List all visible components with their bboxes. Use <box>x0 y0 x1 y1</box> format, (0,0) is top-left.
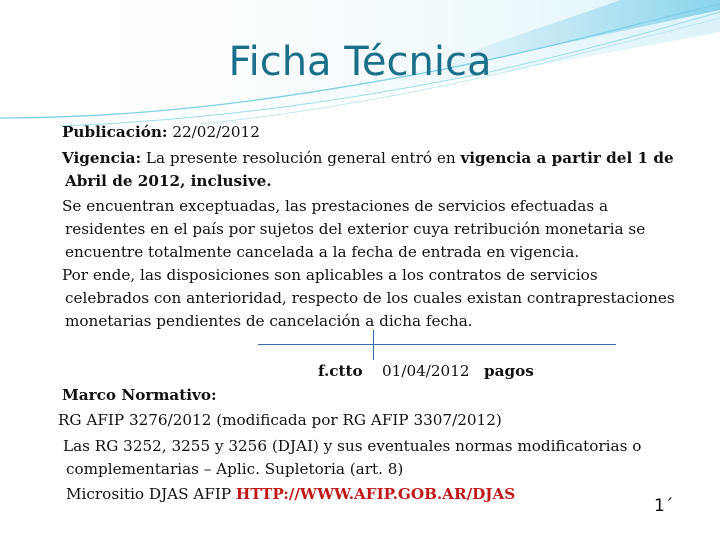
publicacion-value: 22/02/2012 <box>172 123 260 141</box>
exceptuadas-line-3: encuentre totalmente cancelada a la fecha de entrada en vigencia. <box>65 243 580 261</box>
vigencia-label: Vigencia: <box>62 149 142 167</box>
page-number: 1´ <box>654 496 674 516</box>
slide-title: Ficha Técnica <box>228 39 492 85</box>
micrositio-text: Micrositio DJAS AFIP <box>66 485 232 503</box>
por-ende-line-2: celebrados con anterioridad, respecto de los cuales existan contraprestaciones <box>65 289 675 307</box>
timeline-caption <box>318 360 534 382</box>
publicacion-label: Publicación: <box>62 123 168 141</box>
por-ende-line-1: Por ende, las disposiciones son aplicables a los contratos de servicios <box>62 266 598 284</box>
rg-list-line-2: complementarias – Aplic. Supletoria (art. 8) <box>66 460 404 478</box>
rg-afip-line: RG AFIP 3276/2012 (modificada por RG AFIP 3307/2012) <box>58 411 502 429</box>
timeline-marker <box>373 330 374 360</box>
vigencia-line <box>62 147 674 169</box>
timeline-note: pagos <box>484 362 534 380</box>
por-ende-line-3: monetarias pendientes de cancelación a dicha fecha. <box>65 312 473 330</box>
timeline-date: 01/04/2012 <box>382 362 470 380</box>
rg-list-line-1: Las RG 3252, 3255 y 3256 (DJAI) y sus eventuales normas modificatorias o <box>63 437 642 455</box>
vigencia-text: La presente resolución general entró en <box>145 149 456 167</box>
exceptuadas-line-1: Se encuentran exceptuadas, las prestaciones de servicios efectuadas a <box>62 197 609 215</box>
publicacion-line <box>62 121 260 143</box>
micrositio-link[interactable]: HTTP://WWW.AFIP.GOB.AR/DJAS <box>235 485 516 503</box>
timeline-label: f.ctto <box>318 362 363 380</box>
vigencia-date-text: vigencia a partir del 1 de <box>460 149 674 167</box>
exceptuadas-line-2: residentes en el país por sujetos del exterior cuya retribución monetaria se <box>65 220 646 238</box>
vigencia-line-2: Abril de 2012, inclusive. <box>65 172 272 190</box>
marco-heading: Marco Normativo: <box>62 386 217 404</box>
timeline-line <box>258 344 616 345</box>
micrositio-line <box>66 483 515 505</box>
